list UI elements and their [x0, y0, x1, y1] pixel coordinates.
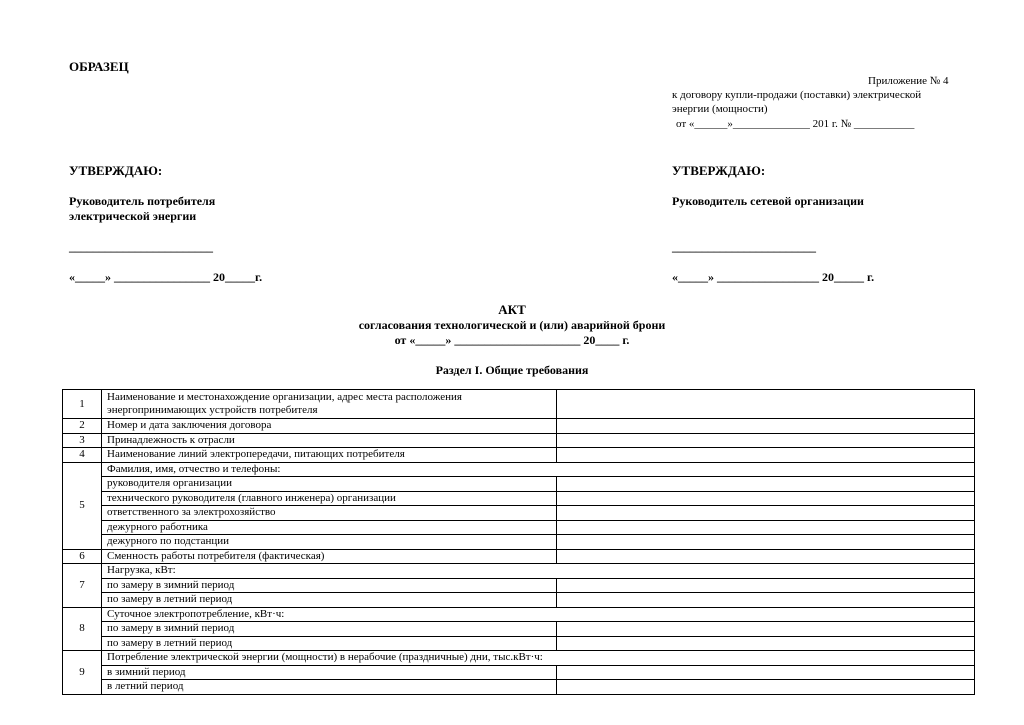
approve-right-date-line: «_____» _________________ 20_____ г. [672, 270, 875, 284]
approve-right-role: Руководитель сетевой организации [672, 194, 864, 208]
row-value-cell[interactable] [557, 506, 975, 521]
approve-left-role-2: электрической энергии [69, 209, 197, 223]
row-sublabel: по замеру в зимний период [102, 622, 557, 637]
row-label: Потребление электрической энергии (мощности) в нерабочие (праздничные) дни, тыс.кВт·ч: [102, 651, 975, 666]
approve-right-title: УТВЕРЖДАЮ: [672, 163, 766, 178]
act-subtitle: согласования технологической и (или) аварийной брони [358, 318, 666, 332]
row-sublabel: дежурного по подстанции [102, 535, 557, 550]
row-value-cell[interactable] [557, 549, 975, 564]
row-value-cell[interactable] [557, 622, 975, 637]
row-sublabel: технического руководителя (главного инженера) организации [102, 491, 557, 506]
row-sublabel: дежурного работника [102, 520, 557, 535]
table-row [63, 448, 975, 463]
row-number: 6 [63, 549, 102, 564]
row-value-cell[interactable] [557, 477, 975, 492]
table-row [63, 390, 975, 419]
table-row [63, 477, 975, 492]
approve-left-date-line: «_____» ________________ 20_____г. [69, 270, 263, 284]
requirements-table [62, 389, 975, 695]
row-number: 1 [63, 390, 102, 419]
row-sublabel: по замеру в летний период [102, 593, 557, 608]
row-label: Принадлежность к отрасли [102, 433, 557, 448]
row-value-cell[interactable] [557, 680, 975, 695]
table-row [63, 622, 975, 637]
row-value-cell[interactable] [557, 491, 975, 506]
row-label: Суточное электропотребление, кВт·ч: [102, 607, 975, 622]
row-number: 2 [63, 419, 102, 434]
row-value-cell[interactable] [557, 419, 975, 434]
table-row [63, 419, 975, 434]
row-sublabel: в зимний период [102, 665, 557, 680]
table-row [63, 549, 975, 564]
row-number: 7 [63, 564, 102, 608]
row-label: Наименование линий электропередачи, питающих потребителя [102, 448, 557, 463]
row-sublabel: ответственного за электрохозяйство [102, 506, 557, 521]
row-value-cell[interactable] [557, 448, 975, 463]
row-sublabel: по замеру в летний период [102, 636, 557, 651]
table-row [63, 607, 975, 622]
approve-right-signature-line: ________________________ [672, 240, 816, 254]
row-number: 4 [63, 448, 102, 463]
table-row [63, 680, 975, 695]
row-number: 3 [63, 433, 102, 448]
table-row [63, 433, 975, 448]
section-title: Раздел I. Общие требования [435, 363, 589, 377]
table-row [63, 491, 975, 506]
row-sublabel: в летний период [102, 680, 557, 695]
appendix-energy: энергии (мощности) [672, 103, 768, 115]
sample-label: ОБРАЗЕЦ [69, 59, 129, 74]
row-label: Фамилия, имя, отчество и телефоны: [102, 462, 975, 477]
row-label: Сменность работы потребителя (фактическая) [102, 549, 557, 564]
row-sublabel: руководителя организации [102, 477, 557, 492]
appendix-contract: к договору купли-продажи (поставки) электрической [672, 89, 922, 101]
table-row [63, 578, 975, 593]
row-value-cell[interactable] [557, 390, 975, 419]
row-label: Нагрузка, кВт: [102, 564, 975, 579]
row-number: 8 [63, 607, 102, 651]
row-value-cell[interactable] [557, 636, 975, 651]
row-number: 9 [63, 651, 102, 695]
table-row [63, 665, 975, 680]
row-value-cell[interactable] [557, 535, 975, 550]
row-value-cell[interactable] [557, 593, 975, 608]
table-row [63, 520, 975, 535]
table-row [63, 651, 975, 666]
table-row [63, 506, 975, 521]
row-value-cell[interactable] [557, 578, 975, 593]
row-sublabel: по замеру в зимний период [102, 578, 557, 593]
table-row [63, 636, 975, 651]
row-number: 5 [63, 462, 102, 549]
row-value-cell[interactable] [557, 665, 975, 680]
row-label: Номер и дата заключения договора [102, 419, 557, 434]
row-value-cell[interactable] [557, 433, 975, 448]
act-date-line: от «_____» _____________________ 20____ г. [394, 333, 630, 347]
approve-left-role-1: Руководитель потребителя [69, 194, 216, 208]
appendix-number: Приложение № 4 [868, 75, 949, 87]
appendix-date-line: от «______»______________ 201 г. № ___________ [676, 118, 915, 130]
table-row [63, 535, 975, 550]
approve-left-signature-line: ________________________ [69, 240, 213, 254]
approve-left-title: УТВЕРЖДАЮ: [69, 163, 163, 178]
row-label: Наименование и местонахождение организации, адрес места расположения энергопринимающих устройств потребителя [102, 390, 557, 419]
row-value-cell[interactable] [557, 520, 975, 535]
table-row [63, 564, 975, 579]
act-title: АКТ [498, 302, 526, 317]
table-row [63, 593, 975, 608]
table-row [63, 462, 975, 477]
